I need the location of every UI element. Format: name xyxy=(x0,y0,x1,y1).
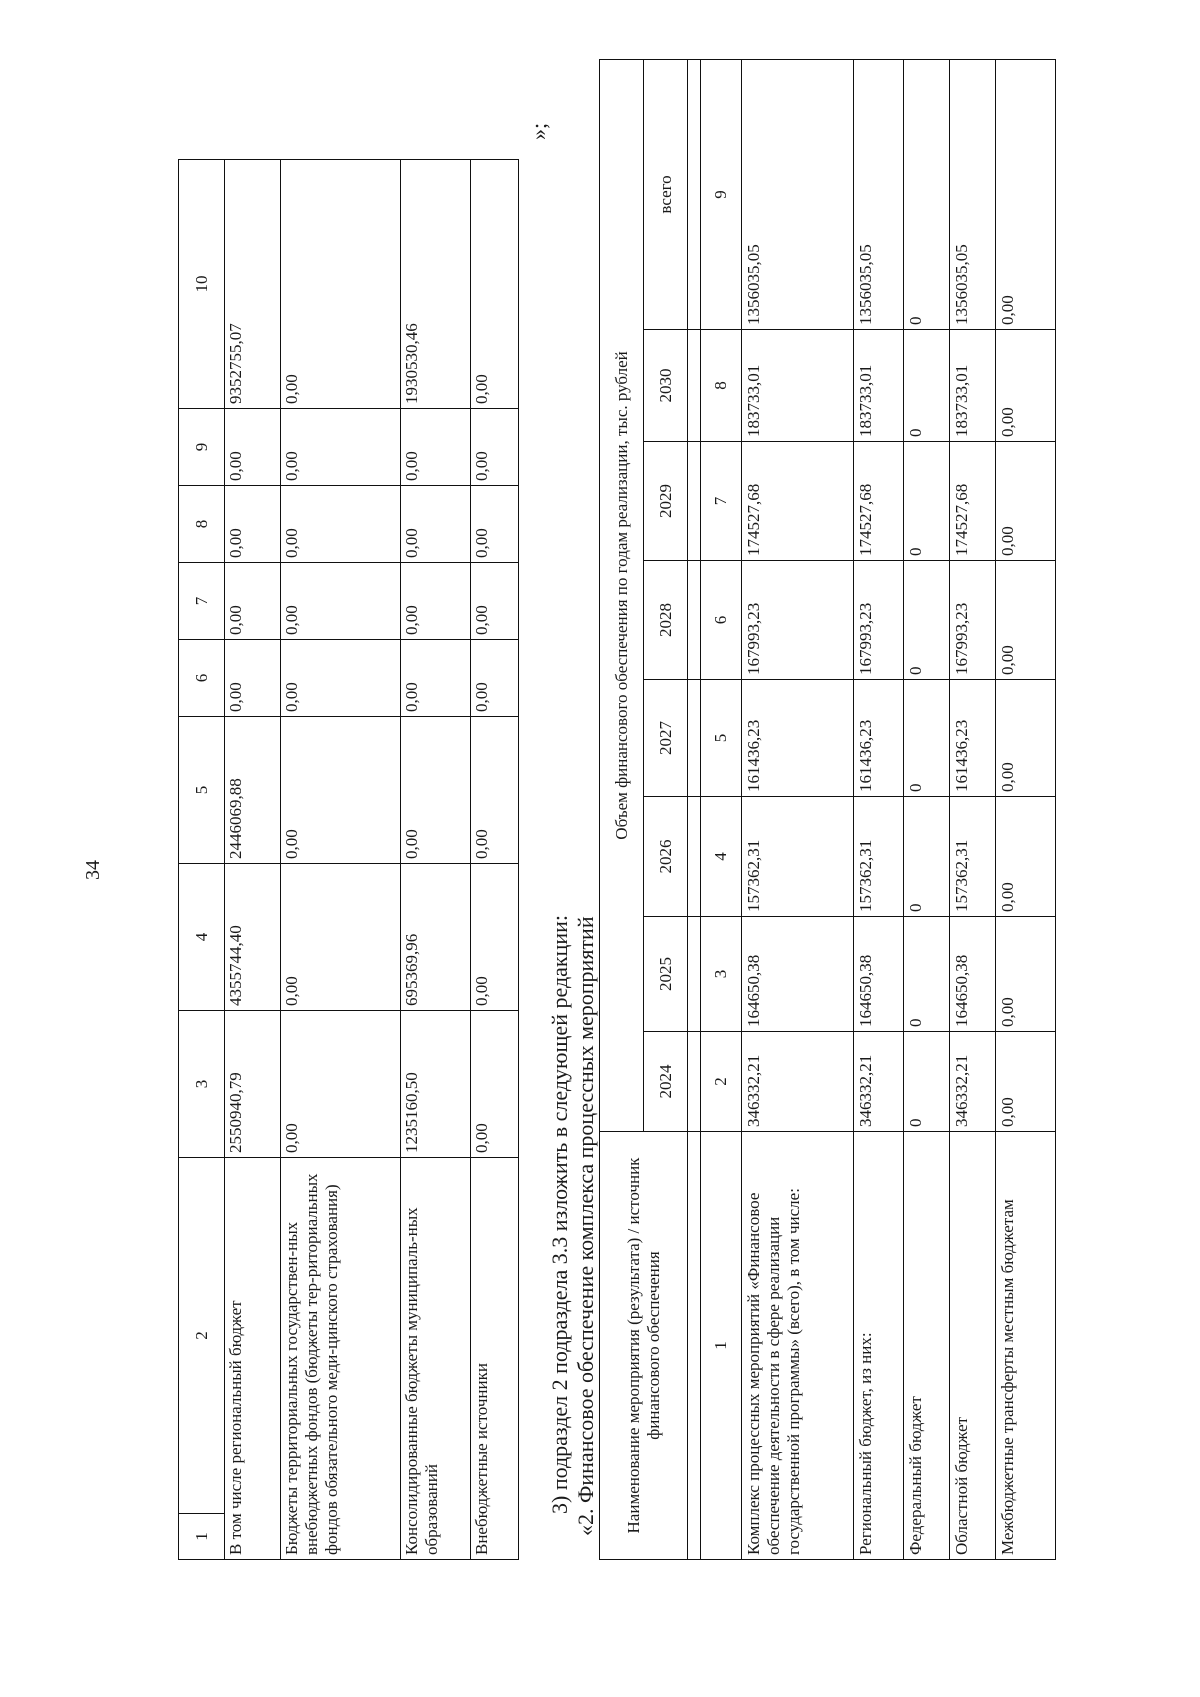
table-cell: 0,00 xyxy=(281,409,401,486)
table-cell: 0,00 xyxy=(401,486,471,563)
table-cell: 0,00 xyxy=(996,330,1056,442)
table-cell: 0,00 xyxy=(471,864,519,1011)
table-cell: 0,00 xyxy=(225,486,281,563)
process-measures-financing-table xyxy=(599,59,1056,1560)
table-cell: 164650,38 xyxy=(854,917,904,1032)
table-row xyxy=(904,59,950,1559)
table-cell: 4355744,40 xyxy=(225,864,281,1011)
column-number: 8 xyxy=(701,330,742,442)
table-cell: 0,00 xyxy=(281,563,401,640)
table-cell: 174527,68 xyxy=(854,442,904,561)
table1-header-row xyxy=(179,160,225,1560)
table-cell: 0,00 xyxy=(401,640,471,717)
table-cell: 161436,23 xyxy=(854,680,904,797)
row-label: Региональный бюджет, из них: xyxy=(854,1132,904,1560)
closing-quote-mark: »; xyxy=(526,122,551,140)
table-cell: 0,00 xyxy=(225,640,281,717)
table1-header-cell: 1 xyxy=(179,1514,225,1560)
table1-header-cell: 6 xyxy=(179,640,225,717)
year-header: 2024 xyxy=(644,1032,688,1132)
row-label: Внебюджетные источники xyxy=(471,1158,519,1560)
table-cell: 0,00 xyxy=(401,717,471,864)
year-header: 2025 xyxy=(644,917,688,1032)
table-cell: 183733,01 xyxy=(950,330,996,442)
column-number: 3 xyxy=(701,917,742,1032)
table-cell: 0,00 xyxy=(471,563,519,640)
table-cell: 0,00 xyxy=(225,409,281,486)
table-cell: 164650,38 xyxy=(742,917,854,1032)
table-cell: 183733,01 xyxy=(742,330,854,442)
table-cell: 0,00 xyxy=(281,1011,401,1158)
table-cell: 0 xyxy=(904,1032,950,1132)
table-cell: 1356035,05 xyxy=(854,59,904,329)
table1-header-cell: 9 xyxy=(179,409,225,486)
table-cell: 0,00 xyxy=(996,1032,1056,1132)
table-cell: 0,00 xyxy=(401,409,471,486)
table-cell: 183733,01 xyxy=(854,330,904,442)
table-cell: 1356035,05 xyxy=(950,59,996,329)
table-row xyxy=(996,59,1056,1559)
table1-header-cell: 8 xyxy=(179,486,225,563)
year-header: 2027 xyxy=(644,680,688,797)
column-number: 6 xyxy=(701,561,742,680)
table-cell: 346332,21 xyxy=(742,1032,854,1132)
table-cell: 1930530,46 xyxy=(401,160,471,409)
table-cell: 0,00 xyxy=(996,917,1056,1032)
table-cell: 0,00 xyxy=(281,717,401,864)
table-cell: 0,00 xyxy=(471,409,519,486)
budget-continuation-table xyxy=(178,159,519,1560)
table-cell: 2446069,88 xyxy=(225,717,281,864)
table-cell: 346332,21 xyxy=(950,1032,996,1132)
column-number: 7 xyxy=(701,442,742,561)
table-cell: 0,00 xyxy=(281,486,401,563)
table-row xyxy=(401,160,471,1560)
table-cell: 2550940,79 xyxy=(225,1011,281,1158)
table2-header-row xyxy=(600,59,644,1559)
table1-header-cell: 4 xyxy=(179,864,225,1011)
column-number: 1 xyxy=(701,1132,742,1560)
table-cell: 0 xyxy=(904,680,950,797)
table1-header-cell: 5 xyxy=(179,717,225,864)
table-cell: 0,00 xyxy=(471,160,519,409)
table-cell: 0,00 xyxy=(401,563,471,640)
table-cell: 0,00 xyxy=(996,442,1056,561)
row-label: Бюджеты территориальных государствен-ных внебюджетных фондов (бюджеты тер-риториальных фондов обязательного меди-цинского страхования) xyxy=(281,1158,401,1560)
row-label: Межбюджетные трансферты местным бюджетам xyxy=(996,1132,1056,1560)
table-cell: 174527,68 xyxy=(742,442,854,561)
table-cell: 695369,96 xyxy=(401,864,471,1011)
table-row xyxy=(742,59,854,1559)
row-label: Комплекс процессных мероприятий «Финансовое обеспечение деятельности в сфере реализации государственной программы» (всего), в том числе: xyxy=(742,1132,854,1560)
table-cell: 157362,31 xyxy=(854,797,904,917)
row-label: Федеральный бюджет xyxy=(904,1132,950,1560)
table-row xyxy=(281,160,401,1560)
table-cell: 0,00 xyxy=(996,680,1056,797)
table2-gap-row xyxy=(688,59,701,1559)
table-cell: 157362,31 xyxy=(950,797,996,917)
table-cell: 0 xyxy=(904,442,950,561)
table-cell: 0,00 xyxy=(471,486,519,563)
row-label: Консолидированные бюджеты муниципаль-ных образований xyxy=(401,1158,471,1560)
table-cell: 0,00 xyxy=(281,640,401,717)
table-row xyxy=(225,160,281,1560)
table-row xyxy=(854,59,904,1559)
page-number: 34 xyxy=(82,860,104,880)
table1-header-cell: 2 xyxy=(179,1158,225,1514)
table-cell: 0 xyxy=(904,59,950,329)
table-cell: 346332,21 xyxy=(854,1032,904,1132)
table2-column-numbers-row xyxy=(701,59,742,1559)
rotated-content xyxy=(178,110,1108,1560)
table-cell: 0,00 xyxy=(996,561,1056,680)
column-number: 2 xyxy=(701,1032,742,1132)
year-header: 2030 xyxy=(644,330,688,442)
year-header: 2029 xyxy=(644,442,688,561)
table1-header-cell: 10 xyxy=(179,160,225,409)
table2-group-header: Объем финансового обеспечения по годам реализации, тыс. рублей xyxy=(600,59,644,1131)
table-cell: 0 xyxy=(904,330,950,442)
table-cell: 1356035,05 xyxy=(742,59,854,329)
column-number: 5 xyxy=(701,680,742,797)
total-header: всего xyxy=(644,59,688,329)
table-cell: 0,00 xyxy=(471,640,519,717)
table-cell: 0,00 xyxy=(471,1011,519,1158)
year-header: 2026 xyxy=(644,797,688,917)
table-cell: 0,00 xyxy=(996,797,1056,917)
table-cell: 0,00 xyxy=(281,864,401,1011)
table-cell: 161436,23 xyxy=(950,680,996,797)
table-cell: 0,00 xyxy=(225,563,281,640)
column-number: 9 xyxy=(701,59,742,329)
table-row xyxy=(471,160,519,1560)
table-cell: 157362,31 xyxy=(742,797,854,917)
row-label: В том числе региональный бюджет xyxy=(225,1158,281,1560)
table-row xyxy=(950,59,996,1559)
table-cell: 167993,23 xyxy=(854,561,904,680)
table-cell: 164650,38 xyxy=(950,917,996,1032)
column-number: 4 xyxy=(701,797,742,917)
table-cell: 0,00 xyxy=(471,717,519,864)
row-label: Областной бюджет xyxy=(950,1132,996,1560)
table2-col1-header: Наименование мероприятия (результата) / источник финансового обеспечения xyxy=(600,1132,688,1560)
table-cell: 1235160,50 xyxy=(401,1011,471,1158)
amendment-paragraph: 3) подраздел 2 подраздела 3.3 изложить в следующей редакции: xyxy=(547,914,572,1514)
table-cell: 174527,68 xyxy=(950,442,996,561)
table-cell: 9352755,07 xyxy=(225,160,281,409)
section-title: «2. Финансовое обеспечение комплекса процессных мероприятий xyxy=(573,916,598,1536)
table-cell: 161436,23 xyxy=(742,680,854,797)
table-cell: 167993,23 xyxy=(742,561,854,680)
table-cell: 0 xyxy=(904,797,950,917)
table-cell: 0 xyxy=(904,561,950,680)
table1-header-cell: 3 xyxy=(179,1011,225,1158)
year-header: 2028 xyxy=(644,561,688,680)
table1-header-cell: 7 xyxy=(179,563,225,640)
table-cell: 0,00 xyxy=(996,59,1056,329)
table-cell: 0,00 xyxy=(281,160,401,409)
table-cell: 0 xyxy=(904,917,950,1032)
table-cell: 167993,23 xyxy=(950,561,996,680)
